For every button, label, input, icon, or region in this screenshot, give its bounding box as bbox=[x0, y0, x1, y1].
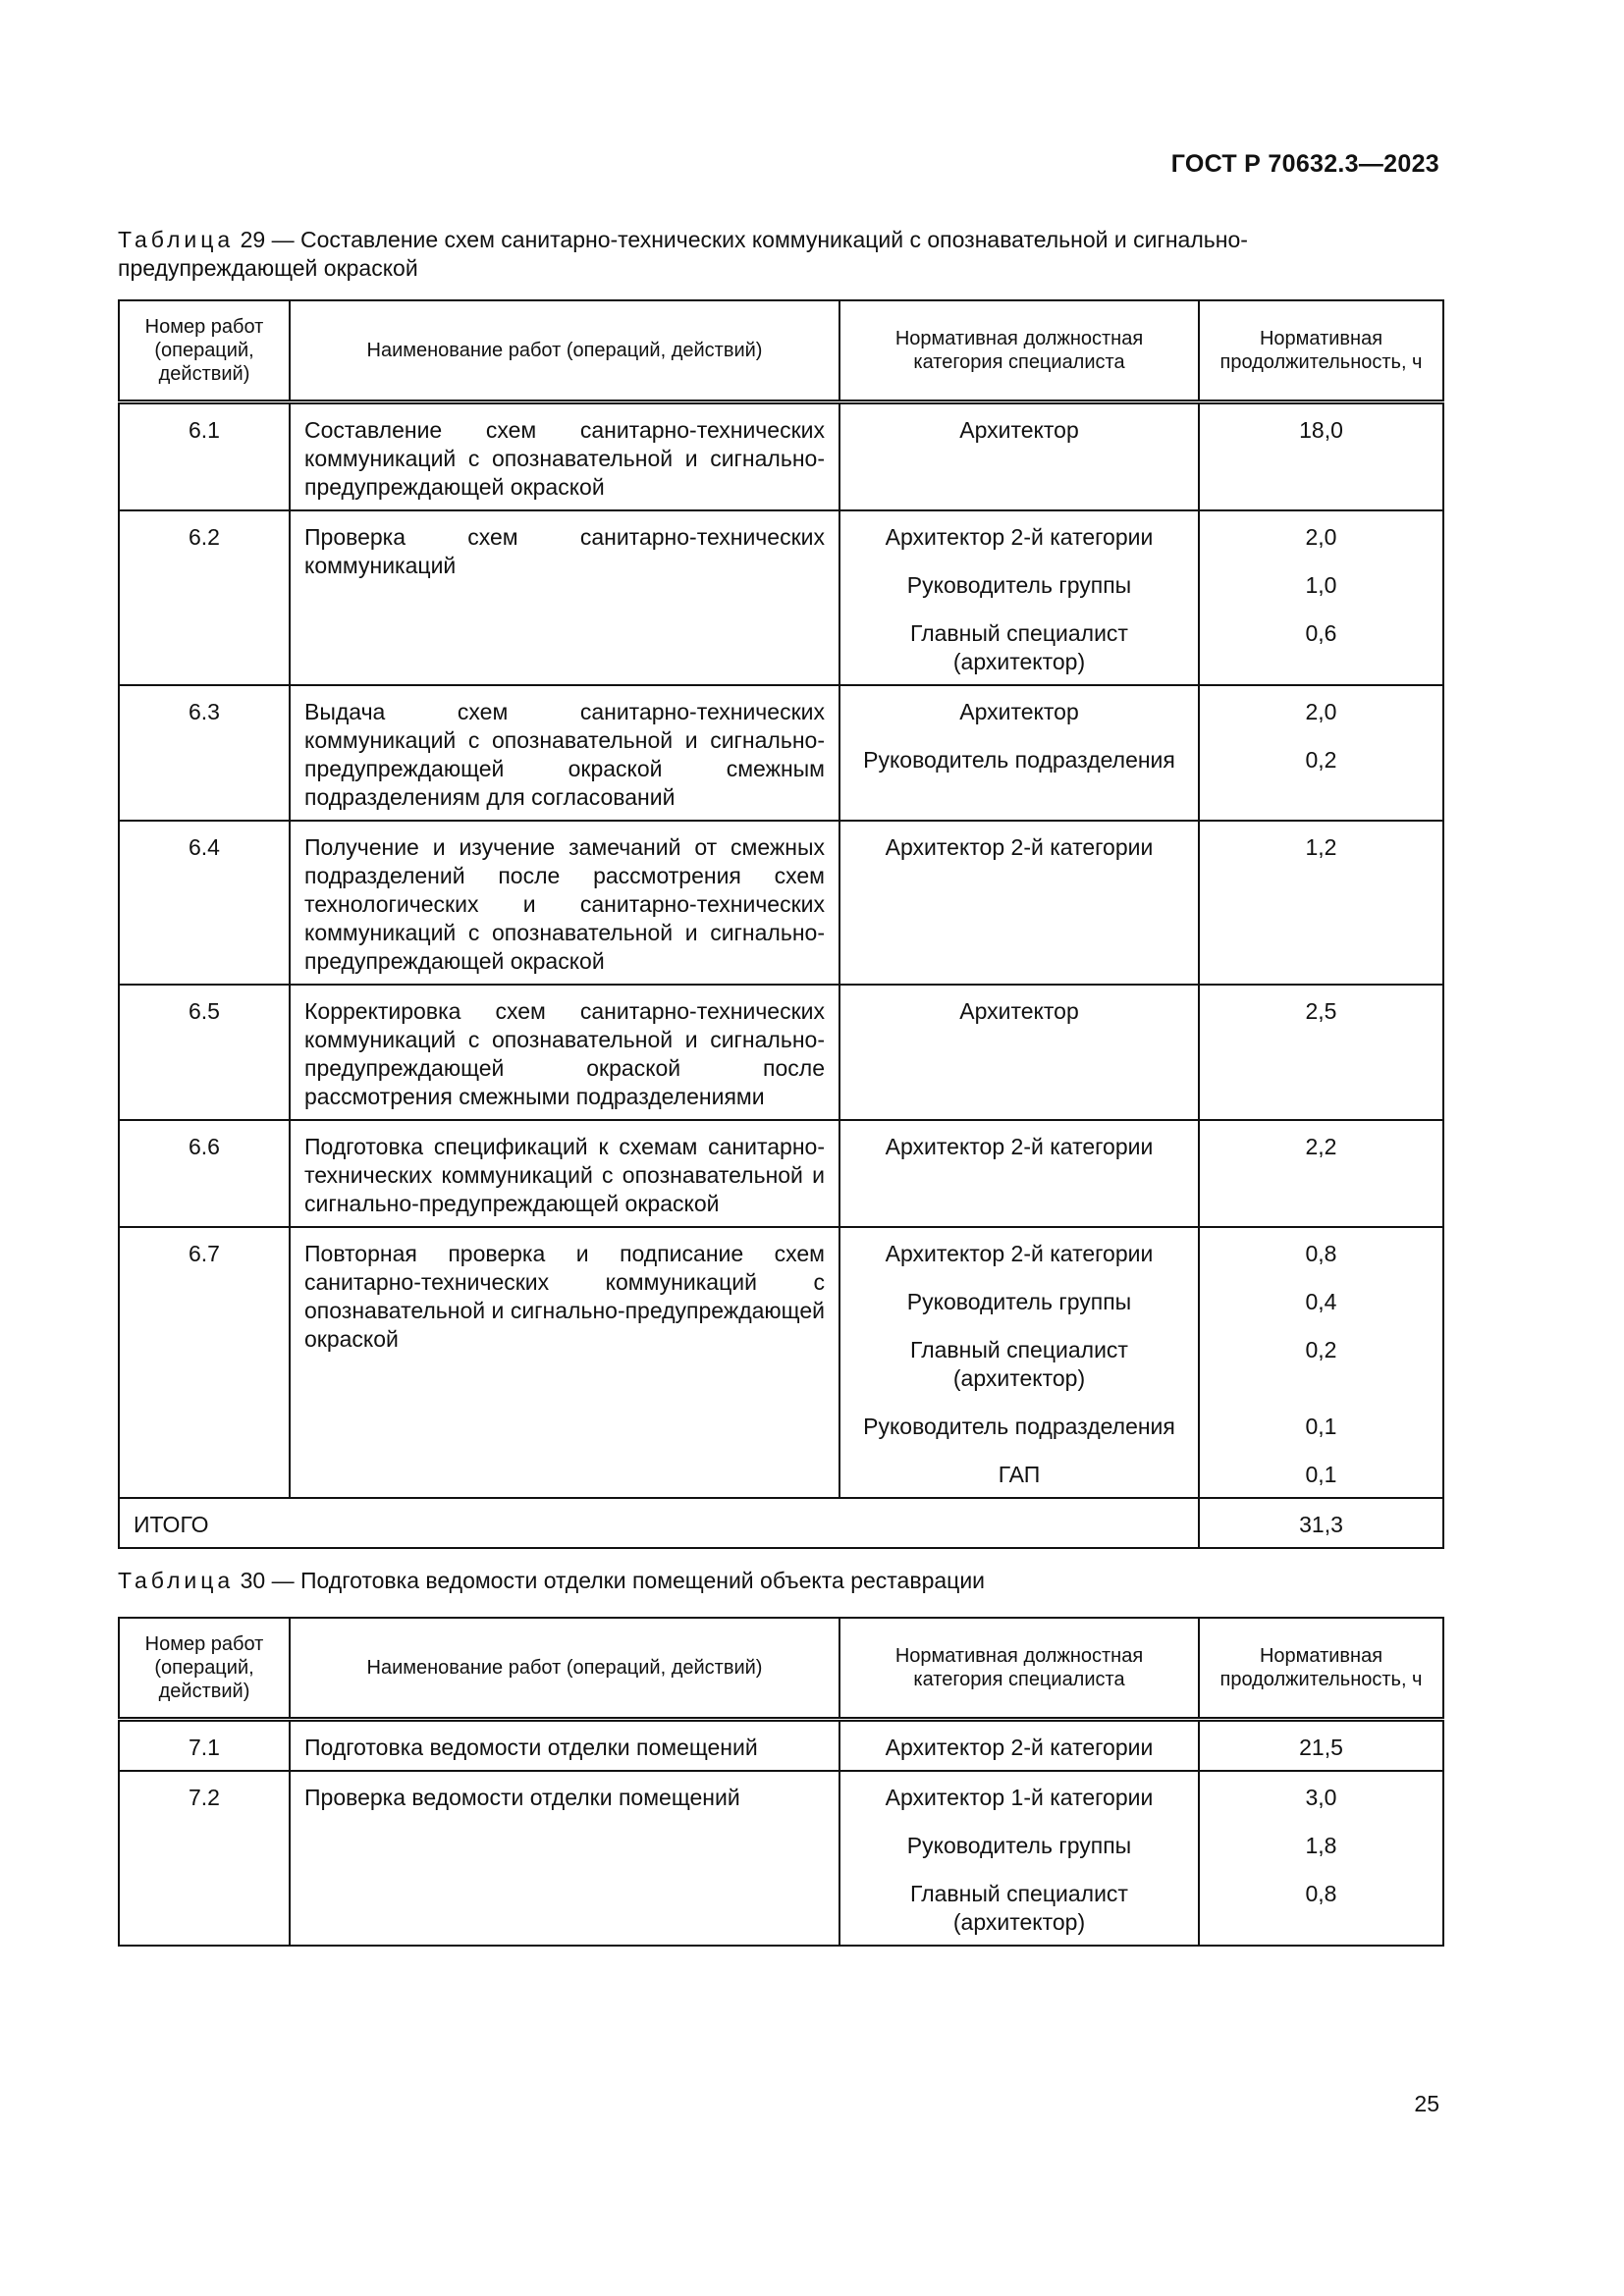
table-30-caption bbox=[118, 1567, 1441, 1595]
table-row bbox=[119, 985, 1443, 1120]
duration-value: 0,4 bbox=[1305, 1289, 1337, 1314]
specialist-category: Руководитель подразделения bbox=[863, 1414, 1175, 1439]
duration-cell bbox=[1199, 1120, 1443, 1227]
specialist-category: Архитектор bbox=[959, 417, 1079, 443]
specialist-category: Архитектор 2-й категории bbox=[885, 1241, 1154, 1266]
total-label: ИТОГО bbox=[119, 1498, 1199, 1548]
duration-cell bbox=[1199, 402, 1443, 511]
duration-value: 0,6 bbox=[1305, 620, 1337, 646]
table-29-body bbox=[119, 402, 1443, 1499]
total-row bbox=[119, 1498, 1443, 1548]
work-number: 6.4 bbox=[119, 821, 290, 985]
specialist-category: Архитектор 2-й категории bbox=[885, 1134, 1154, 1159]
table-row bbox=[119, 1120, 1443, 1227]
work-number: 6.7 bbox=[119, 1227, 290, 1498]
work-name: Проверка схем санитарно-технических коммуникаций bbox=[290, 510, 839, 685]
duration-value: 0,1 bbox=[1305, 1414, 1337, 1439]
caption-label: Таблица bbox=[118, 227, 235, 252]
duration-value: 1,0 bbox=[1305, 572, 1337, 598]
header-duration: Нормативная продолжительность, ч bbox=[1199, 1618, 1443, 1720]
duration-value: 3,0 bbox=[1305, 1785, 1337, 1810]
caption-text: — Составление схем санитарно-технических коммуникаций с опознавательной и сигнально-предупреждающей окраской bbox=[118, 227, 1248, 281]
header-duration: Нормативная продолжительность, ч bbox=[1199, 300, 1443, 402]
caption-number: 29 bbox=[240, 227, 266, 252]
specialist-cell bbox=[839, 1720, 1199, 1772]
duration-cell bbox=[1199, 1771, 1443, 1946]
table-row bbox=[119, 1720, 1443, 1772]
duration-cell bbox=[1199, 985, 1443, 1120]
specialist-cell bbox=[839, 1120, 1199, 1227]
table-29 bbox=[118, 299, 1444, 1549]
header-num: Номер работ (операций, действий) bbox=[119, 300, 290, 402]
work-name: Подготовка спецификаций к схемам санитарно-технических коммуникаций с опознавательной и сигнально-предупреждающей окраской bbox=[290, 1120, 839, 1227]
work-name: Составление схем санитарно-технических коммуникаций с опознавательной и сигнально-предупреждающей окраской bbox=[290, 402, 839, 511]
table-row bbox=[119, 685, 1443, 821]
work-number: 7.1 bbox=[119, 1720, 290, 1772]
table-30 bbox=[118, 1617, 1444, 1947]
duration-value: 2,0 bbox=[1305, 524, 1337, 550]
specialist-category: Руководитель группы bbox=[906, 1289, 1132, 1314]
specialist-cell bbox=[839, 821, 1199, 985]
document-code: ГОСТ Р 70632.3—2023 bbox=[1170, 150, 1439, 178]
specialist-cell bbox=[839, 1771, 1199, 1946]
duration-value: 0,8 bbox=[1305, 1881, 1337, 1906]
duration-value: 0,2 bbox=[1305, 1337, 1337, 1362]
duration-cell bbox=[1199, 685, 1443, 821]
duration-value: 2,5 bbox=[1305, 998, 1337, 1024]
specialist-category: Архитектор 2-й категории bbox=[885, 1735, 1154, 1760]
header-num: Номер работ (операций, действий) bbox=[119, 1618, 290, 1720]
work-number: 6.3 bbox=[119, 685, 290, 821]
specialist-cell bbox=[839, 402, 1199, 511]
duration-value: 0,1 bbox=[1305, 1462, 1337, 1487]
table-29-caption bbox=[118, 226, 1441, 283]
specialist-category: Главный специалист (архитектор) bbox=[910, 620, 1128, 674]
caption-text: — Подготовка ведомости отделки помещений объекта реставрации bbox=[271, 1568, 986, 1593]
header-name: Наименование работ (операций, действий) bbox=[290, 300, 839, 402]
page-number: 25 bbox=[1414, 2091, 1439, 2116]
header-spec: Нормативная должностная категория специалиста bbox=[839, 300, 1199, 402]
work-number: 6.1 bbox=[119, 402, 290, 511]
specialist-category: Архитектор 1-й категории bbox=[885, 1785, 1154, 1810]
duration-value: 1,2 bbox=[1305, 834, 1337, 860]
header-row bbox=[119, 1618, 1443, 1720]
duration-cell bbox=[1199, 510, 1443, 685]
work-name: Проверка ведомости отделки помещений bbox=[290, 1771, 839, 1946]
total-value: 31,3 bbox=[1199, 1498, 1443, 1548]
table-row bbox=[119, 1771, 1443, 1946]
work-name: Подготовка ведомости отделки помещений bbox=[290, 1720, 839, 1772]
specialist-category: Архитектор 2-й категории bbox=[885, 524, 1154, 550]
table-row bbox=[119, 402, 1443, 511]
work-number: 6.2 bbox=[119, 510, 290, 685]
table-row bbox=[119, 510, 1443, 685]
header-spec: Нормативная должностная категория специалиста bbox=[839, 1618, 1199, 1720]
duration-cell bbox=[1199, 821, 1443, 985]
specialist-cell bbox=[839, 685, 1199, 821]
duration-cell bbox=[1199, 1720, 1443, 1772]
specialist-cell bbox=[839, 1227, 1199, 1498]
specialist-cell bbox=[839, 510, 1199, 685]
duration-value: 2,0 bbox=[1305, 699, 1337, 724]
specialist-category: Руководитель подразделения bbox=[863, 747, 1175, 773]
specialist-category: Архитектор bbox=[959, 998, 1079, 1024]
specialist-category: Главный специалист (архитектор) bbox=[910, 1881, 1128, 1935]
work-name: Повторная проверка и подписание схем санитарно-технических коммуникаций с опознавательной и сигнально-предупреждающей окраской bbox=[290, 1227, 839, 1498]
caption-label: Таблица bbox=[118, 1568, 235, 1593]
duration-value: 0,8 bbox=[1305, 1241, 1337, 1266]
duration-value: 0,2 bbox=[1305, 747, 1337, 773]
table-row bbox=[119, 1227, 1443, 1498]
work-number: 7.2 bbox=[119, 1771, 290, 1946]
header-row bbox=[119, 300, 1443, 402]
work-name: Корректировка схем санитарно-технических коммуникаций с опознавательной и сигнально-предупреждающей окраской после рассмотрения смежными подразделениями bbox=[290, 985, 839, 1120]
work-number: 6.6 bbox=[119, 1120, 290, 1227]
caption-number: 30 bbox=[240, 1568, 266, 1593]
duration-value: 1,8 bbox=[1305, 1833, 1337, 1858]
work-name: Выдача схем санитарно-технических коммуникаций с опознавательной и сигнально-предупреждающей окраской смежным подразделениям для согласований bbox=[290, 685, 839, 821]
header-name: Наименование работ (операций, действий) bbox=[290, 1618, 839, 1720]
specialist-category: Руководитель группы bbox=[906, 572, 1132, 598]
duration-value: 21,5 bbox=[1299, 1735, 1343, 1760]
specialist-category: Архитектор bbox=[959, 699, 1079, 724]
specialist-category: Руководитель группы bbox=[906, 1833, 1132, 1858]
duration-value: 18,0 bbox=[1299, 417, 1343, 443]
specialist-cell bbox=[839, 985, 1199, 1120]
table-30-body bbox=[119, 1720, 1443, 1947]
duration-value: 2,2 bbox=[1305, 1134, 1337, 1159]
specialist-category: Главный специалист (архитектор) bbox=[910, 1337, 1128, 1391]
table-row bbox=[119, 821, 1443, 985]
work-number: 6.5 bbox=[119, 985, 290, 1120]
specialist-category: ГАП bbox=[998, 1462, 1041, 1487]
duration-cell bbox=[1199, 1227, 1443, 1498]
work-name: Получение и изучение замечаний от смежных подразделений после рассмотрения схем технологических и санитарно-технических коммуникаций с опознавательной и сигнально-предупреждающей окраской bbox=[290, 821, 839, 985]
specialist-category: Архитектор 2-й категории bbox=[885, 834, 1154, 860]
